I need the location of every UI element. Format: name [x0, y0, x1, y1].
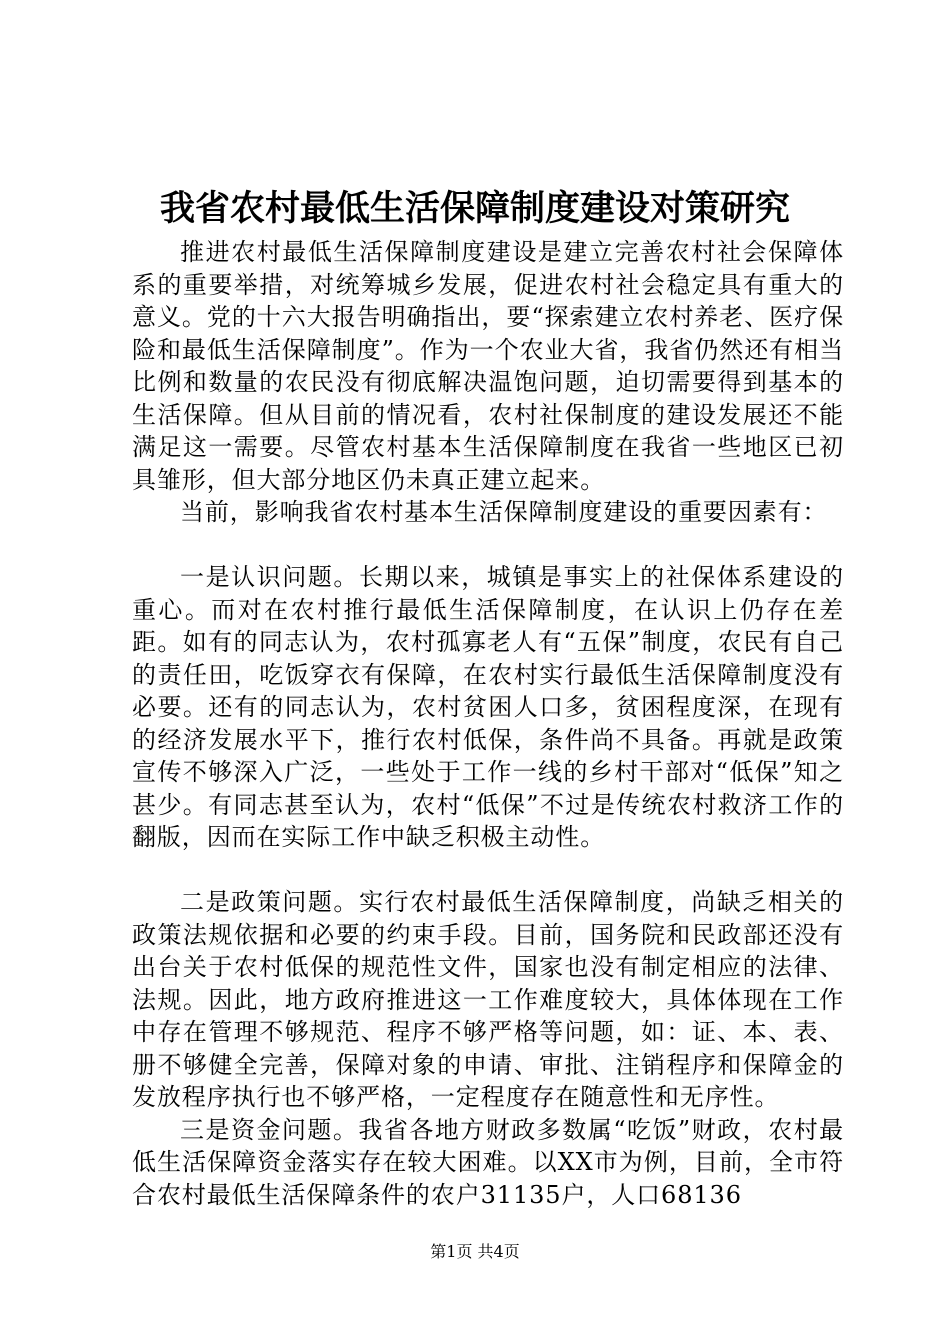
- paragraph-policy-issue: 二是政策问题。实行农村最低生活保障制度，尚缺乏相关的政策法规依据和必要的约束手段。目前，国务院和民政部还没有出台关于农村低保的规范性文件，国家也没有制定相应的法律、法规。因此，地方政府推进这一工作难度较大，具体体现在工作中存在管理不够规范、程序不够严格等问题，如：证、本、表、册不够健全完善，保障对象的申请、审批、注销程序和保障金的发放程序执行也不够严格，一定程度存在随意性和无序性。: [132, 888, 844, 1111]
- paragraph-factors-lead: 当前，影响我省农村基本生活保障制度建设的重要因素有：: [180, 498, 828, 526]
- paragraph-spacer: [132, 529, 844, 562]
- paragraph-awareness-issue: 一是认识问题。长期以来，城镇是事实上的社保体系建设的重心。而对在农村推行最低生活保障制度，在认识上仍存在差距。如有的同志认为，农村孤寡老人有“五保”制度，农民有自己的责任田，吃饭穿衣有保障，在农村实行最低生活保障制度没有必要。还有的同志认为，农村贫困人口多，贫困程度深，在现有的经济发展水平下，推行农村低保，条件尚不具备。再就是政策宣传不够深入广泛，一些处于工作一线的乡村干部对“低保”知之甚少。有同志甚至认为，农村“低保”不过是传统农村救济工作的翻版，因而在实际工作中缺乏积极主动性。: [132, 563, 844, 851]
- paragraph-funding-issue: 三是资金问题。我省各地方财政多数属“吃饭”财政，农村最低生活保障资金落实存在较大困难。以XX市为例，目前，全市符合农村最低生活保障条件的农户31135户，人口68136: [132, 1115, 844, 1209]
- document-body: [132, 236, 844, 1211]
- document-title: 我省农村最低生活保障制度建设对策研究: [159, 188, 790, 229]
- paragraph-intro: 推进农村最低生活保障制度建设是建立完善农村社会保障体系的重要举措，对统筹城乡发展，促进农村社会稳定具有重大的意义。党的十六大报告明确指出，要“探索建立农村养老、医疗保险和最低生活保障制度”。作为一个农业大省，我省仍然还有相当比例和数量的农民没有彻底解决温饱问题，迫切需要得到基本的生活保障。但从目前的情况看，农村社保制度的建设发展还不能满足这一需要。尽管农村基本生活保障制度在我省一些地区已初具雏形，但大部分地区仍未真正建立起来。: [132, 238, 844, 494]
- page-footer: 第1页 共4页: [430, 1242, 520, 1261]
- paragraph-spacer: [132, 854, 844, 887]
